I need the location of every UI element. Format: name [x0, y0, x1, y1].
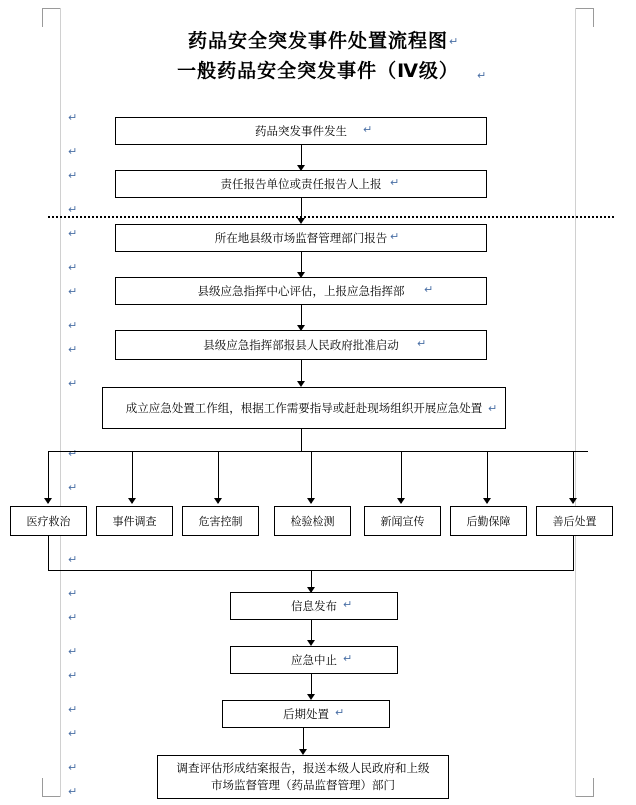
paragraph-mark: ↵	[68, 203, 78, 216]
paragraph-mark: ↵	[417, 337, 427, 350]
fanout-drop-task7	[573, 451, 574, 503]
page-corner-bottom-right	[575, 778, 594, 797]
flow-box-close2[interactable]	[230, 646, 398, 674]
arrow-task6	[483, 498, 491, 504]
paragraph-mark: ↵	[335, 706, 345, 719]
flow-box-label: 药品突发事件发生	[255, 123, 347, 138]
flow-box-label: 应急中止	[291, 652, 337, 667]
paragraph-mark: ↵	[68, 169, 78, 182]
flow-box-step2[interactable]	[115, 170, 487, 198]
flow-box-label: 事件调查	[112, 514, 157, 528]
page-margin-rule-left	[60, 8, 61, 797]
flow-box-label: 县级应急指挥中心评估，上报应急指挥部	[197, 283, 405, 298]
flow-box-close1[interactable]	[230, 592, 398, 620]
page-corner-top-right	[575, 8, 594, 27]
arrow-task4	[307, 498, 315, 504]
flow-box-task6[interactable]	[450, 506, 527, 536]
paragraph-mark: ↵	[68, 669, 78, 682]
fanout-drop-task2	[132, 451, 133, 503]
fanout-drop-task1	[48, 451, 49, 503]
fanin-riser-task7	[573, 536, 574, 570]
fanin-riser-task1	[48, 536, 49, 570]
paragraph-mark: ↵	[68, 261, 78, 274]
paragraph-mark: ↵	[343, 598, 353, 611]
paragraph-mark: ↵	[68, 703, 78, 716]
flow-box-label: 医疗救治	[26, 514, 71, 528]
flow-box-final[interactable]	[157, 755, 449, 799]
paragraph-mark: ↵	[477, 69, 487, 82]
paragraph-mark: ↵	[68, 319, 78, 332]
paragraph-mark: ↵	[488, 402, 498, 415]
page-margin-rule-right	[575, 8, 576, 797]
flow-box-label: 检验检测	[290, 514, 335, 528]
paragraph-mark: ↵	[68, 377, 78, 390]
flow-box-label-line1: 调查评估形成结案报告，报送本级人民政府和上级	[176, 761, 430, 775]
paragraph-mark: ↵	[68, 553, 78, 566]
flow-box-label: 县级应急指挥部报县人民政府批准启动	[203, 337, 399, 352]
fanout-bus-top	[48, 451, 588, 452]
paragraph-mark: ↵	[68, 761, 78, 774]
paragraph-mark: ↵	[68, 145, 78, 158]
flow-box-label: 成立应急处置工作组，根据工作需要指导或赶赴现场组织开展应急处置	[125, 400, 483, 415]
paragraph-mark: ↵	[68, 587, 78, 600]
paragraph-mark: ↵	[68, 785, 78, 798]
flow-box-label: 所在地县级市场监督管理部门报告	[214, 230, 388, 245]
flow-box-step5[interactable]	[115, 330, 487, 360]
paragraph-mark: ↵	[68, 343, 78, 356]
flow-box-label: 信息发布	[291, 598, 337, 613]
arrow-task7	[569, 498, 577, 504]
flow-box-step1[interactable]	[115, 117, 487, 145]
flow-box-label: 责任报告单位或责任报告人上报	[220, 176, 382, 191]
paragraph-mark: ↵	[68, 227, 78, 240]
paragraph-mark: ↵	[68, 111, 78, 124]
paragraph-mark: ↵	[68, 285, 78, 298]
arrow-task3	[214, 498, 222, 504]
dotted-separator	[48, 216, 614, 218]
paragraph-mark: ↵	[68, 727, 78, 740]
fanout-drop-task3	[218, 451, 219, 503]
flow-box-label: 危害控制	[198, 514, 243, 528]
page-corner-bottom-left	[42, 778, 61, 797]
flow-box-task3[interactable]	[182, 506, 259, 536]
flow-box-task4[interactable]	[274, 506, 351, 536]
paragraph-mark: ↵	[363, 123, 373, 136]
fanout-drop-task6	[487, 451, 488, 503]
title-line-1: 药品安全突发事件处置流程图	[187, 30, 448, 52]
flow-box-task5[interactable]	[364, 506, 441, 536]
flow-box-task7[interactable]	[536, 506, 613, 536]
flow-box-label: 新闻宣传	[380, 514, 425, 528]
flow-box-step6[interactable]	[102, 387, 506, 429]
paragraph-mark: ↵	[424, 283, 434, 296]
paragraph-mark: ↵	[449, 35, 459, 48]
flow-box-task1[interactable]	[10, 506, 87, 536]
paragraph-mark: ↵	[68, 447, 78, 460]
paragraph-mark: ↵	[68, 611, 78, 624]
flow-box-label: 后勤保障	[466, 514, 511, 528]
paragraph-mark: ↵	[343, 652, 353, 665]
flow-box-label: 善后处置	[552, 514, 597, 528]
flow-box-task2[interactable]	[96, 506, 173, 536]
arrow-task1	[44, 498, 52, 504]
flow-box-label: 后期处置	[283, 706, 329, 721]
flow-box-close3[interactable]	[222, 700, 390, 728]
flow-box-step3[interactable]	[115, 224, 487, 252]
document-title	[0, 26, 636, 86]
connector-step6-fanout	[301, 429, 302, 451]
paragraph-mark: ↵	[68, 645, 78, 658]
title-line-2: 一般药品安全突发事件（Ⅳ级）	[177, 60, 459, 82]
arrow-task2	[128, 498, 136, 504]
paragraph-mark: ↵	[390, 230, 400, 243]
flow-box-label-line2: 市场监督管理（药品监督管理）部门	[211, 778, 395, 792]
paragraph-mark: ↵	[390, 176, 400, 189]
paragraph-mark: ↵	[68, 481, 78, 494]
page-corner-top-left	[42, 8, 61, 27]
fanout-drop-task5	[401, 451, 402, 503]
fanout-drop-task4	[311, 451, 312, 503]
arrow-task5	[397, 498, 405, 504]
